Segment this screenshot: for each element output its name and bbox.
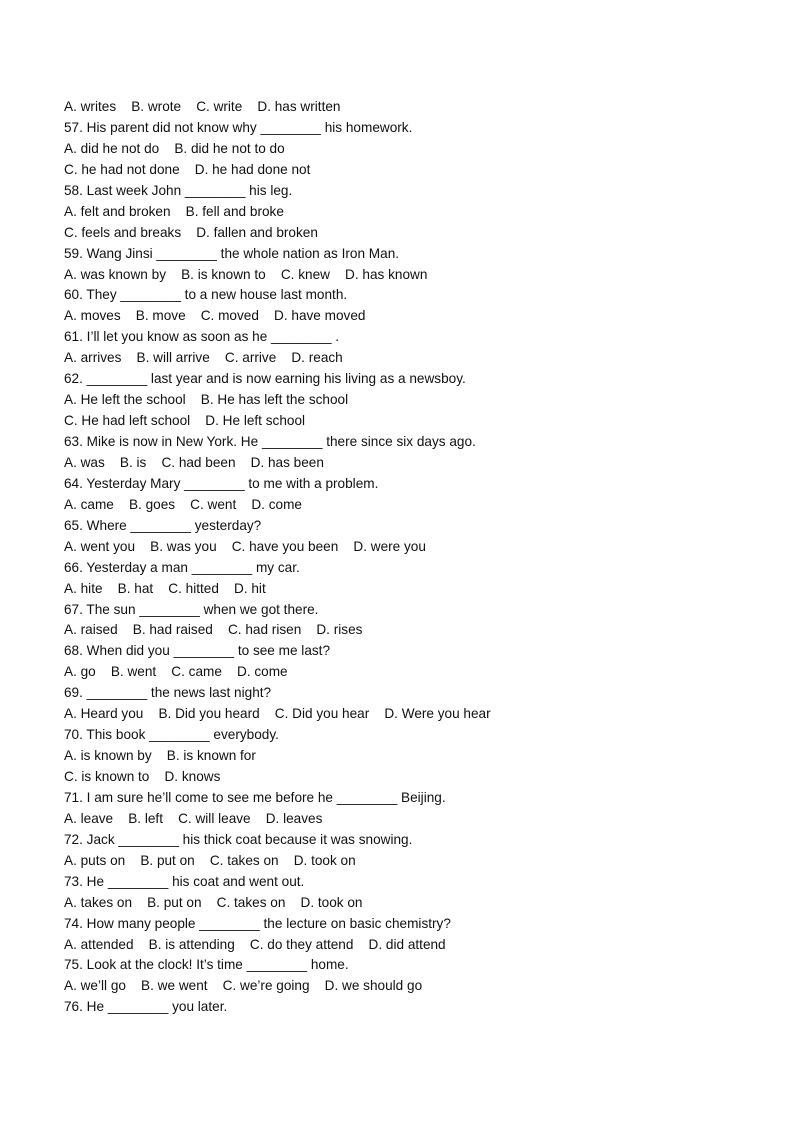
question-text: 70. This book ________ everybody. <box>64 727 279 743</box>
answer-options: A. felt and broken B. fell and broke <box>64 203 284 219</box>
question-list <box>64 97 764 1018</box>
question-text: 72. Jack ________ his thick coat because it was snowing. <box>64 831 413 847</box>
question-text: 71. I am sure he’ll come to see me before he ________ Beijing. <box>64 789 446 805</box>
answer-options: C. feels and breaks D. fallen and broken <box>64 224 318 240</box>
question-text: 66. Yesterday a man ________ my car. <box>64 559 300 575</box>
question-text: 63. Mike is now in New York. He ________ there since six days ago. <box>64 434 476 449</box>
answer-options: A. moves B. move C. moved D. have moved <box>64 308 366 324</box>
question-text: 58. Last week John ________ his leg. <box>64 182 293 198</box>
answer-options: C. is known to D. knows <box>64 769 221 784</box>
question-text: 60. They ________ to a new house last month. <box>64 287 348 303</box>
question-text: 59. Wang Jinsi ________ the whole nation as Iron Man. <box>64 245 400 261</box>
question-text: 65. Where ________ yesterday? <box>64 517 262 533</box>
answer-options: A. came B. goes C. went D. come <box>64 496 302 512</box>
answer-options: C. he had not done D. he had done not <box>64 161 311 177</box>
answer-options: A. puts on B. put on C. takes on D. took on <box>64 852 356 868</box>
answer-options: A. He left the school B. He has left the school <box>64 392 349 408</box>
answer-options: C. He had left school D. He left school <box>64 413 306 429</box>
answer-options: A. writes B. wrote C. write D. has written <box>64 99 341 114</box>
question-text: 69. ________ the news last night? <box>64 685 272 701</box>
answer-options: A. go B. went C. came D. come <box>64 664 288 680</box>
question-text: 57. His parent did not know why ________ his homework. <box>64 119 413 135</box>
answer-options: A. was B. is C. had been D. has been <box>64 454 324 470</box>
question-text: 75. Look at the clock! It’s time ________ home. <box>64 957 349 973</box>
answer-options: A. was known by B. is known to C. knew D. has known <box>64 266 428 282</box>
answer-options: A. arrives B. will arrive C. arrive D. reach <box>64 350 343 366</box>
question-text: 67. The sun ________ when we got there. <box>64 601 319 617</box>
answer-options: A. went you B. was you C. have you been D. were you <box>64 538 426 554</box>
question-text: 74. How many people ________ the lecture on basic chemistry? <box>64 915 451 931</box>
question-text: 73. He ________ his coat and went out. <box>64 873 305 889</box>
question-text: 68. When did you ________ to see me last? <box>64 643 331 659</box>
answer-options: A. takes on B. put on C. takes on D. took on <box>64 894 363 910</box>
answer-options: A. hite B. hat C. hitted D. hit <box>64 580 266 596</box>
answer-options: A. leave B. left C. will leave D. leaves <box>64 810 323 826</box>
answer-options: A. did he not do B. did he not to do <box>64 140 285 156</box>
answer-options: A. we’ll go B. we went C. we’re going D. we should go <box>64 978 423 994</box>
answer-options: A. is known by B. is known for <box>64 748 256 764</box>
question-text: 64. Yesterday Mary ________ to me with a problem. <box>64 475 379 491</box>
question-text: 62. ________ last year and is now earning his living as a newsboy. <box>64 371 466 387</box>
question-text: 61. I’ll let you know as soon as he ________ . <box>64 329 340 345</box>
answer-options: A. Heard you B. Did you heard C. Did you hear D. Were you hear <box>64 706 491 722</box>
question-text: 76. He ________ you later. <box>64 999 228 1015</box>
answer-options: A. attended B. is attending C. do they attend D. did attend <box>64 936 446 952</box>
answer-options: A. raised B. had raised C. had risen D. rises <box>64 622 363 638</box>
